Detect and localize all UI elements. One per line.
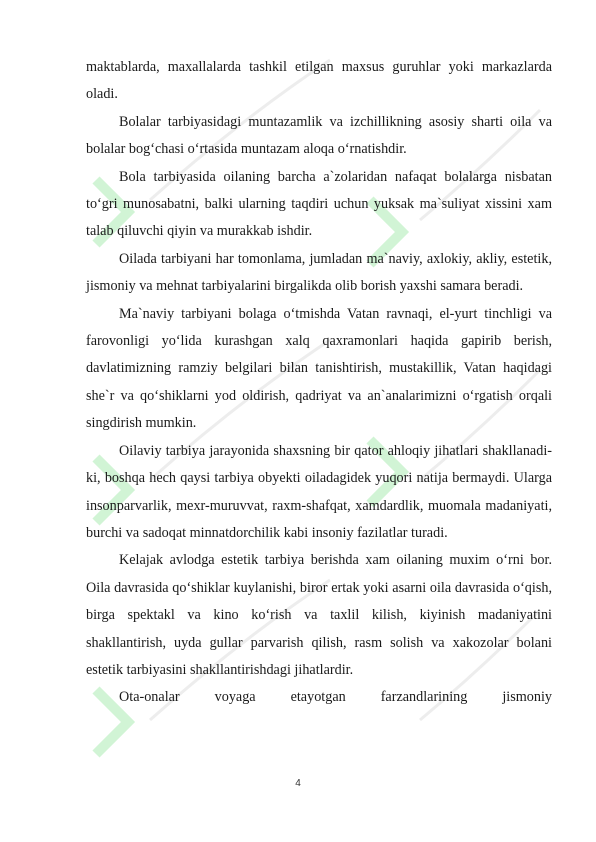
page-number: 4 (295, 778, 301, 789)
paragraph-7: Kelajak avlodga estetik tarbiya berishda xam oilaning muxim o‘rni bor. Oila davrasida qo‘shiklar kuylanishi, biror ertak yoki asarni oila davrasida o‘qish, birga spektakl va kino ko‘rish va taxlil kilish, kiyinish madaniyatini shakllantirish, uyda gullar parvarish qilish, rasm solish va xakozolar bolani estetik tarbiyasini shakllantirishdagi jihatlardir. (86, 552, 552, 678)
paragraph-5: Ma`naviy tarbiyani bolaga o‘tmishda Vatan ravnaqi, el-yurt tinchligi va farovonligi yo‘lida kurashgan xalq qaxramonlari haqida gapirib berish, davlatimizning ramziy belgilari bilan tanishtirish, mustakillik, Vatan haqidagi she`r va qo‘shiklarni yod oldirish, qadriyat va an`analarimizni o‘rgatish orqali singdirish mumkin. (86, 305, 552, 432)
paragraph-1: maktablarda, maxallalarda tashkil etilgan maxsus guruhlar yoki markazlarda oladi. (86, 59, 552, 103)
paragraph-3: Bola tarbiyasida oilaning barcha a`zolaridan nafaqat bolalarga nisbatan to‘gri munosabatni, balki ularning taqdiri uchun yuksak ma`suliyat xissini xam talab qiluvchi qiyin va murakkab ishdir. (86, 168, 552, 240)
paragraph-6: Oilaviy tarbiya jarayonida shaxsning bir qator ahloqiy jihatlari shakllanadi-ki, boshqa hech qaysi tarbiya obyekti oiladagidek yuqori natija bermaydi. Ularga insonparvarlik, mexr-muruvvat, raxm-shafqat, xamdardlik, muomala madaniyati, burchi va sadoqat minnatdorchilik kabi insoniy fazilatlar turadi. (86, 442, 552, 541)
paragraph-2: Bolalar tarbiyasidagi muntazamlik va izchillikning asosiy sharti oila va bolalar bog‘chasi o‘rtasida muntazam aloqa o‘rnatishdir. (86, 113, 552, 158)
document-body (86, 54, 552, 712)
paragraph-8: Ota-onalar voyaga etayotgan farzandlarining jismoniy (119, 689, 552, 706)
paragraph-4: Oilada tarbiyani har tomonlama, jumladan ma`naviy, axlokiy, akliy, estetik, jismoniy va mehnat tarbiyalarini birgalikda olib borish yaxshi samara beradi. (86, 250, 552, 295)
